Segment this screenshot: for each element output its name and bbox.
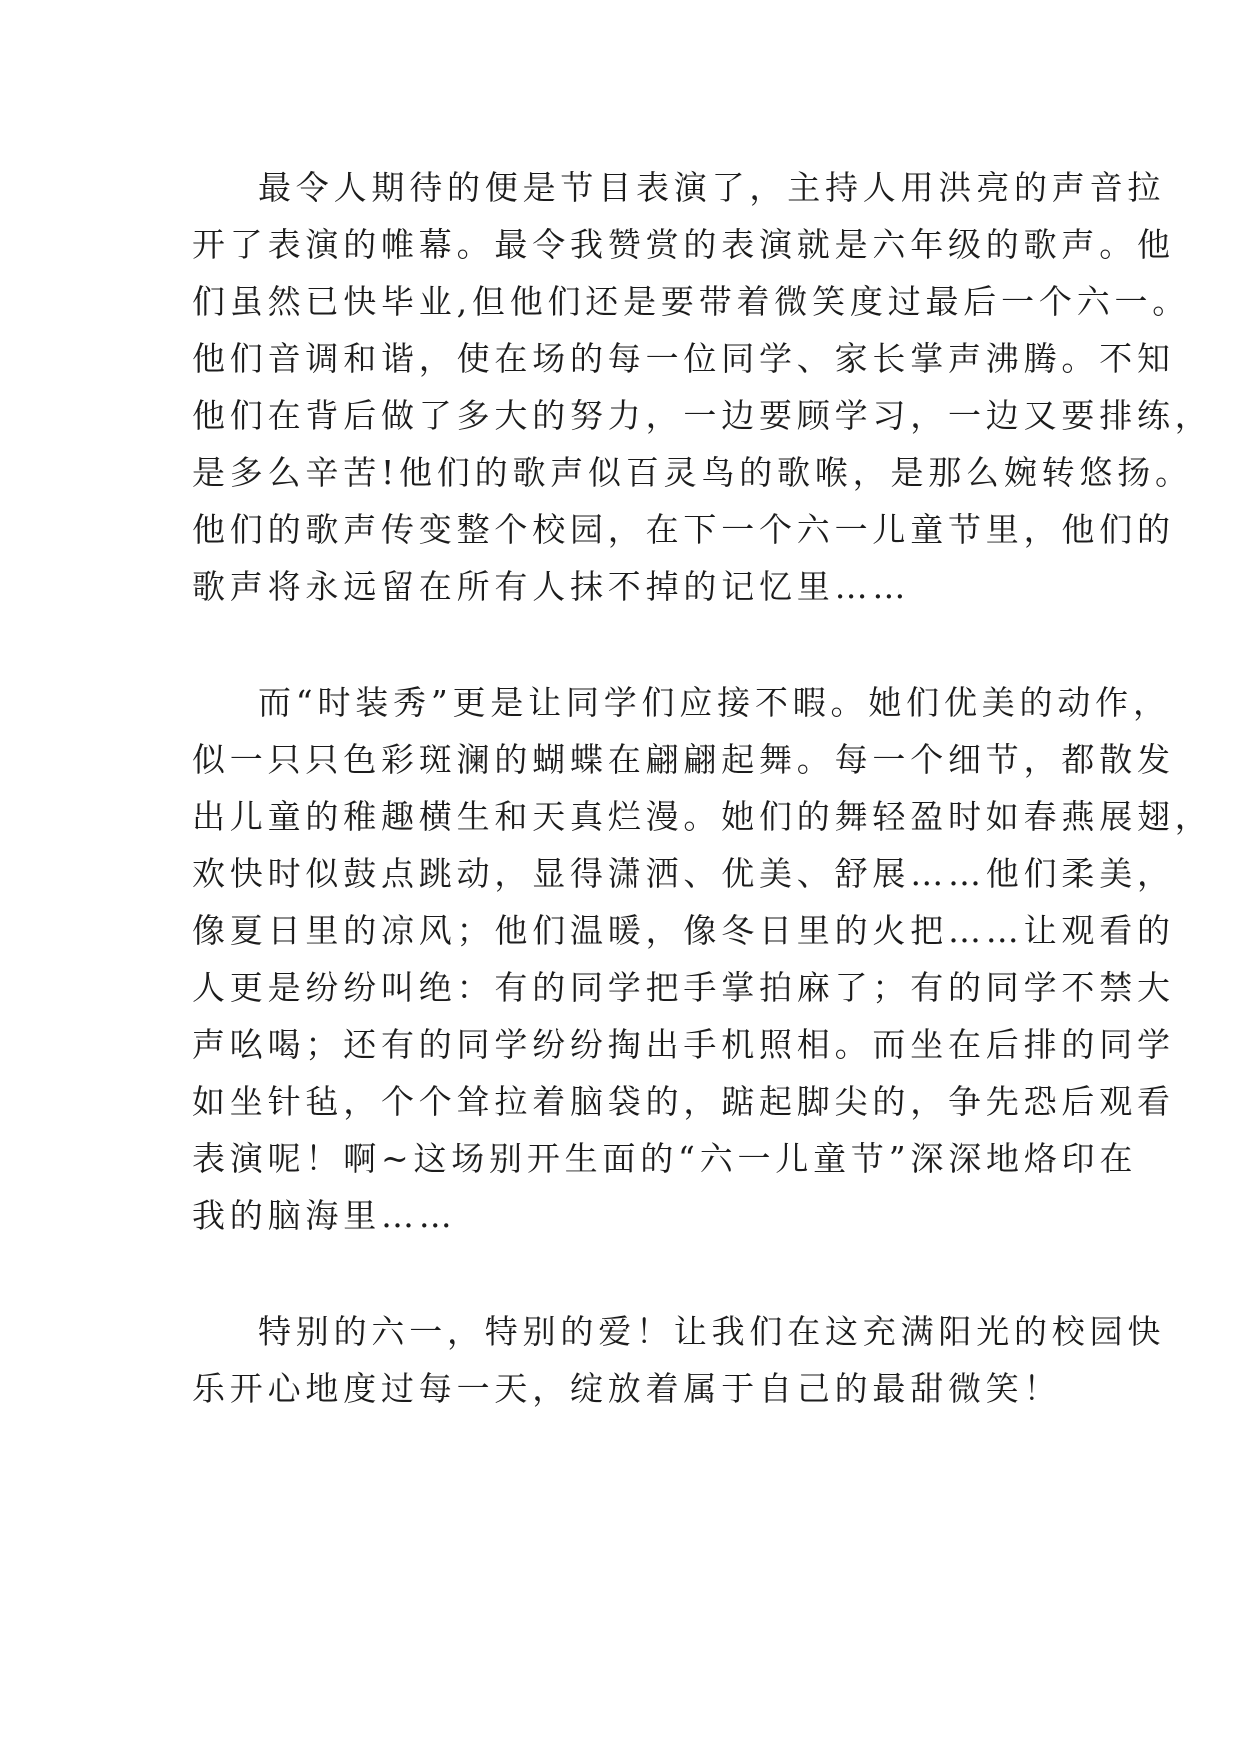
paragraph-line: 们虽然已快毕业,但他们还是要带着微笑度过最后一个六一。 bbox=[192, 282, 1191, 321]
paragraph-line: 欢快时似鼓点跳动，显得潇洒、优美、舒展……他们柔美， bbox=[192, 854, 1175, 893]
paragraph-line: 歌声将永远留在所有人抹不掉的记忆里…… bbox=[192, 567, 911, 606]
paragraph-line: 声吆喝；还有的同学纷纷掏出手机照相。而坐在后排的同学 bbox=[192, 1025, 1175, 1064]
paragraph-line: 他们在背后做了多大的努力，一边要顾学习，一边又要排练， bbox=[192, 396, 1213, 435]
paragraph-line: 最令人期待的便是节目表演了，主持人用洪亮的声音拉 bbox=[258, 168, 1166, 207]
paragraph-line: 特别的六一，特别的爱！让我们在这充满阳光的校园快 bbox=[258, 1312, 1166, 1351]
paragraph-line: 我的脑海里…… bbox=[192, 1196, 457, 1235]
paragraph-line: 如坐针毡，个个耸拉着脑袋的，踮起脚尖的，争先恐后观看 bbox=[192, 1082, 1175, 1121]
paragraph-line: 出儿童的稚趣横生和天真烂漫。她们的舞轻盈时如春燕展翅， bbox=[192, 797, 1213, 836]
paragraph-line: 乐开心地度过每一天，绽放着属于自己的最甜微笑！ bbox=[192, 1369, 1062, 1408]
paragraph-line: 似一只只色彩斑澜的蝴蝶在翩翩起舞。每一个细节，都散发 bbox=[192, 740, 1175, 779]
paragraph-line: 而“时装秀”更是让同学们应接不暇。她们优美的动作， bbox=[258, 683, 1171, 722]
paragraph-line: 是多么辛苦!他们的歌声似百灵鸟的歌喉，是那么婉转悠扬。 bbox=[192, 453, 1193, 492]
paragraph-line: 开了表演的帷幕。最令我赞赏的表演就是六年级的歌声。他 bbox=[192, 225, 1175, 264]
paragraph-line: 他们的歌声传变整个校园，在下一个六一儿童节里，他们的 bbox=[192, 510, 1175, 549]
paragraph-line: 表演呢！啊~这场别开生面的“六一儿童节”深深地烙印在 bbox=[192, 1139, 1138, 1178]
paragraph-line: 他们音调和谐，使在场的每一位同学、家长掌声沸腾。不知 bbox=[192, 339, 1175, 378]
paragraph-line: 像夏日里的凉风；他们温暖，像冬日里的火把……让观看的 bbox=[192, 911, 1175, 950]
paragraph-line: 人更是纷纷叫绝：有的同学把手掌拍麻了；有的同学不禁大 bbox=[192, 968, 1175, 1007]
